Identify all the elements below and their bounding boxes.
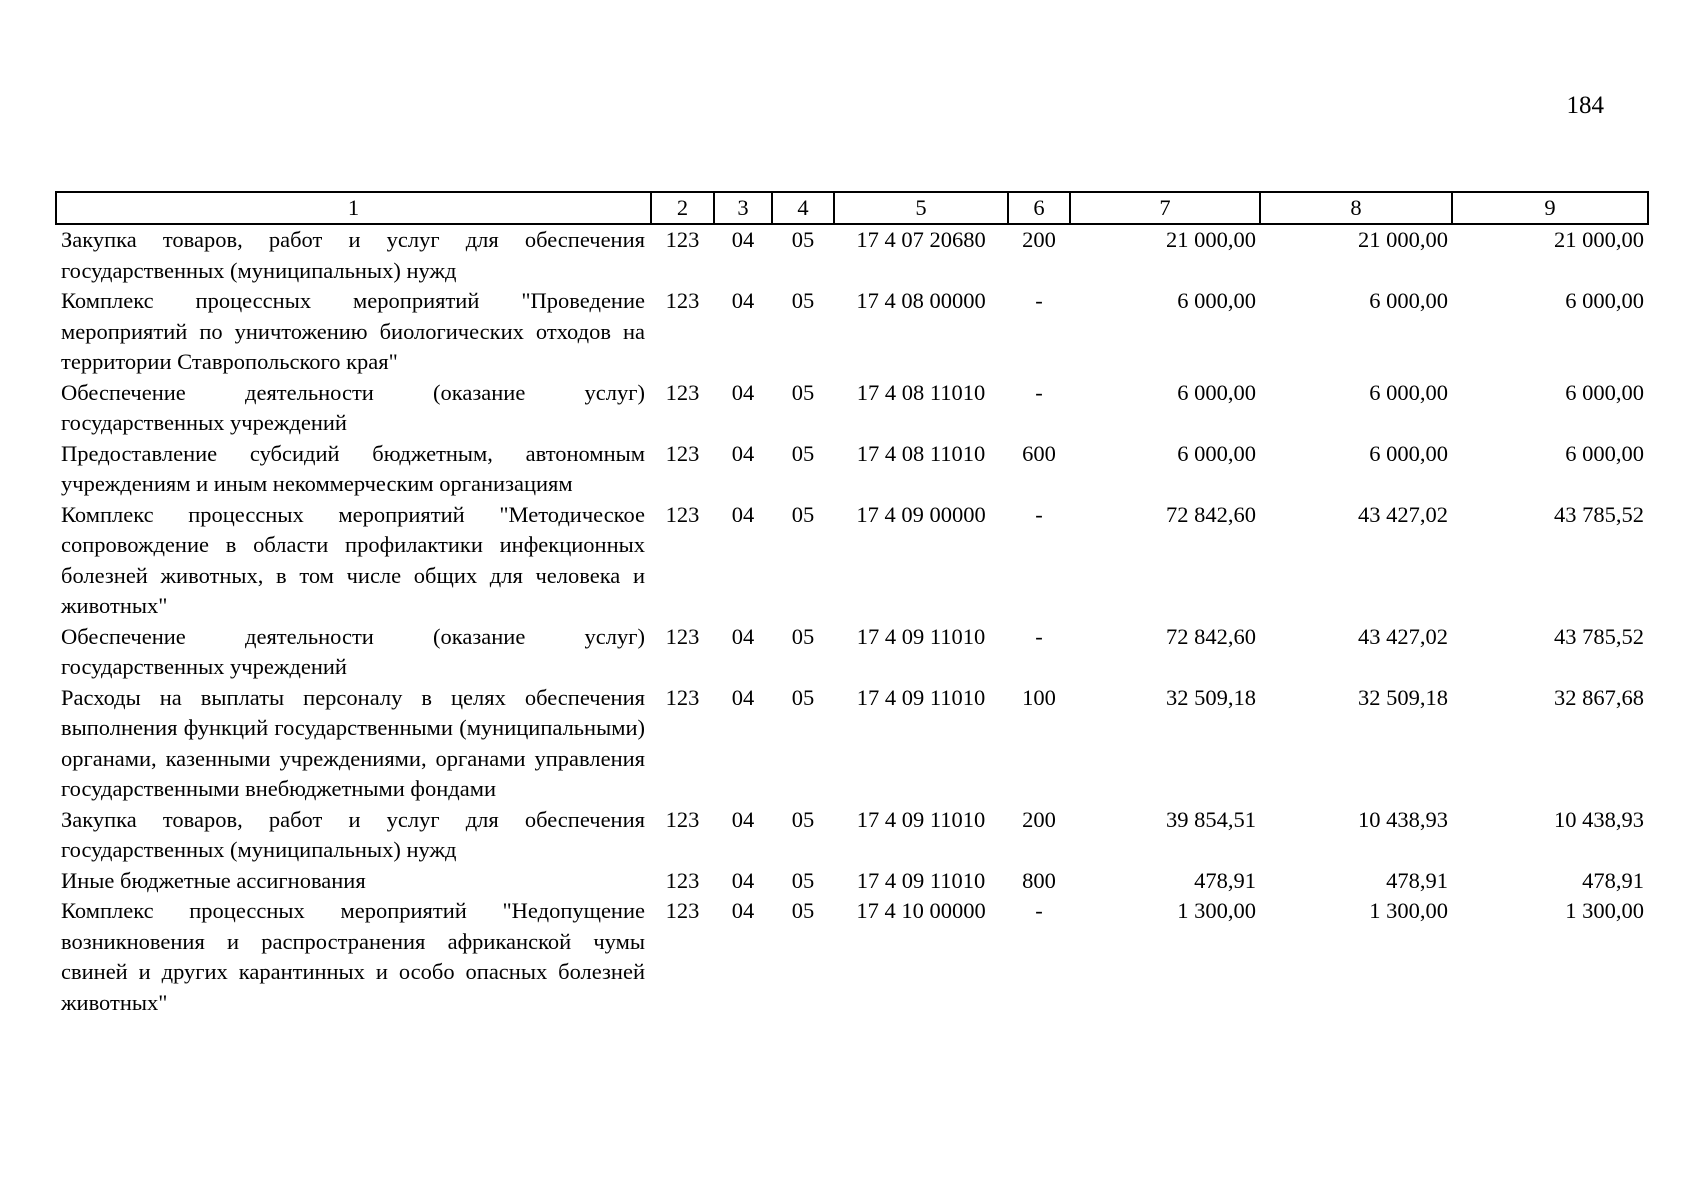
table-row <box>56 683 1648 805</box>
row-name: Предоставление субсидий бюджетным, автономным учреждениям и иным некоммерческим организациям <box>61 440 645 496</box>
row-col-3: 04 <box>731 501 755 527</box>
row-col-6: - <box>1035 379 1043 405</box>
header-col-5: 5 <box>834 192 1008 224</box>
page-number: 184 <box>1566 92 1604 119</box>
table-body <box>56 224 1648 1018</box>
table-row <box>56 224 1648 286</box>
row-col-2: 123 <box>665 867 700 893</box>
row-col-9: 6 000,00 <box>1565 379 1644 405</box>
budget-table <box>55 191 1649 1018</box>
row-col-6: 800 <box>1022 867 1056 893</box>
row-col-5: 17 4 08 11010 <box>856 440 986 466</box>
row-col-9: 1 300,00 <box>1565 898 1644 923</box>
row-col-2: 123 <box>665 379 700 405</box>
row-col-7: 32 509,18 <box>1166 684 1256 710</box>
table-row <box>56 500 1648 622</box>
row-col-4: 05 <box>791 440 815 466</box>
row-col-2: 123 <box>665 623 700 649</box>
row-name: Закупка товаров, работ и услуг для обеспечения государственных (муниципальных) нужд <box>61 806 645 862</box>
header-col-3: 3 <box>714 192 772 224</box>
row-col-8: 6 000,00 <box>1369 288 1448 313</box>
row-col-4: 05 <box>791 288 815 313</box>
header-col-7: 7 <box>1070 192 1260 224</box>
row-col-3: 04 <box>731 227 755 252</box>
table-header <box>56 192 1648 224</box>
row-col-5: 17 4 08 11010 <box>856 379 986 405</box>
table-row <box>56 896 1648 1018</box>
row-col-4: 05 <box>791 898 815 923</box>
row-name: Обеспечение деятельности (оказание услуг) государственных учреждений <box>61 623 645 679</box>
table-row <box>56 439 1648 500</box>
row-col-7: 6 000,00 <box>1177 379 1256 405</box>
row-col-4: 05 <box>791 227 815 252</box>
row-col-3: 04 <box>731 440 755 466</box>
row-col-6: - <box>1035 288 1043 313</box>
row-col-2: 123 <box>665 684 700 710</box>
row-col-5: 17 4 10 00000 <box>856 898 986 923</box>
row-col-9: 32 867,68 <box>1554 684 1644 710</box>
row-col-6: 200 <box>1022 227 1056 252</box>
row-col-7: 478,91 <box>1194 867 1256 893</box>
row-col-3: 04 <box>731 623 755 649</box>
table-row <box>56 378 1648 439</box>
row-col-7: 21 000,00 <box>1166 227 1256 252</box>
row-col-9: 21 000,00 <box>1554 227 1644 252</box>
row-col-5: 17 4 07 20680 <box>856 227 986 252</box>
row-name: Обеспечение деятельности (оказание услуг) государственных учреждений <box>61 379 645 435</box>
row-col-8: 478,91 <box>1386 867 1448 893</box>
row-name: Комплекс процессных мероприятий "Методическое сопровождение в области профилактики инфекционных болезней животных, в том числе общих для человека и животных" <box>61 501 645 618</box>
row-col-3: 04 <box>731 898 755 923</box>
header-col-8: 8 <box>1260 192 1452 224</box>
row-col-7: 72 842,60 <box>1166 501 1256 527</box>
row-col-2: 123 <box>665 501 700 527</box>
row-name: Комплекс процессных мероприятий "Недопущение возникновения и распространения африканской чумы свиней и других карантинных и особо опасных болезней животных" <box>61 898 645 1015</box>
table-row <box>56 622 1648 683</box>
row-col-2: 123 <box>665 806 700 832</box>
row-col-5: 17 4 09 11010 <box>856 867 986 893</box>
row-col-5: 17 4 09 11010 <box>856 623 986 649</box>
row-col-8: 32 509,18 <box>1358 684 1448 710</box>
row-col-8: 43 427,02 <box>1358 501 1448 527</box>
header-col-1: 1 <box>56 192 651 224</box>
table-row <box>56 866 1648 897</box>
row-col-4: 05 <box>791 806 815 832</box>
row-col-3: 04 <box>731 684 755 710</box>
row-name: Иные бюджетные ассигнования <box>61 867 366 893</box>
row-col-4: 05 <box>791 379 815 405</box>
row-col-2: 123 <box>665 288 700 313</box>
row-col-2: 123 <box>665 227 700 252</box>
row-col-4: 05 <box>791 684 815 710</box>
header-col-6: 6 <box>1008 192 1070 224</box>
row-col-2: 123 <box>665 898 700 923</box>
row-col-3: 04 <box>731 379 755 405</box>
row-col-9: 6 000,00 <box>1565 288 1644 313</box>
header-col-4: 4 <box>772 192 834 224</box>
header-col-9: 9 <box>1452 192 1648 224</box>
row-col-5: 17 4 09 11010 <box>856 806 986 832</box>
row-col-8: 6 000,00 <box>1369 440 1448 466</box>
row-col-3: 04 <box>731 867 755 893</box>
row-col-5: 17 4 09 00000 <box>856 501 986 527</box>
header-col-2: 2 <box>651 192 714 224</box>
row-col-6: - <box>1035 623 1043 649</box>
row-col-7: 72 842,60 <box>1166 623 1256 649</box>
row-name: Комплекс процессных мероприятий "Проведение мероприятий по уничтожению биологических отходов на территории Ставропольского края" <box>61 288 645 374</box>
row-name: Расходы на выплаты персоналу в целях обеспечения выполнения функций государственными (муниципальными) органами, казенными учреждениями, органами управления государственными внебюджетными фондами <box>61 684 645 801</box>
row-col-6: 100 <box>1022 684 1056 710</box>
table-row <box>56 805 1648 866</box>
row-col-4: 05 <box>791 623 815 649</box>
row-col-7: 6 000,00 <box>1177 440 1256 466</box>
row-col-9: 43 785,52 <box>1554 623 1644 649</box>
row-col-9: 10 438,93 <box>1554 806 1644 832</box>
row-col-8: 43 427,02 <box>1358 623 1448 649</box>
row-col-6: 200 <box>1022 806 1056 832</box>
row-col-6: - <box>1035 898 1043 923</box>
row-col-9: 6 000,00 <box>1565 440 1644 466</box>
row-col-4: 05 <box>791 501 815 527</box>
row-name: Закупка товаров, работ и услуг для обеспечения государственных (муниципальных) нужд <box>61 227 645 283</box>
row-col-8: 21 000,00 <box>1358 227 1448 252</box>
row-col-9: 478,91 <box>1582 867 1644 893</box>
row-col-8: 1 300,00 <box>1369 898 1448 923</box>
row-col-3: 04 <box>731 288 755 313</box>
row-col-2: 123 <box>665 440 700 466</box>
row-col-5: 17 4 09 11010 <box>856 684 986 710</box>
row-col-4: 05 <box>791 867 815 893</box>
header-row <box>56 192 1648 224</box>
row-col-7: 39 854,51 <box>1166 806 1256 832</box>
row-col-5: 17 4 08 00000 <box>856 288 986 313</box>
row-col-8: 10 438,93 <box>1358 806 1448 832</box>
table-row <box>56 286 1648 378</box>
row-col-9: 43 785,52 <box>1554 501 1644 527</box>
row-col-7: 6 000,00 <box>1177 288 1256 313</box>
row-col-6: - <box>1035 501 1043 527</box>
row-col-7: 1 300,00 <box>1177 898 1256 923</box>
row-col-6: 600 <box>1022 440 1056 466</box>
row-col-3: 04 <box>731 806 755 832</box>
row-col-8: 6 000,00 <box>1369 379 1448 405</box>
